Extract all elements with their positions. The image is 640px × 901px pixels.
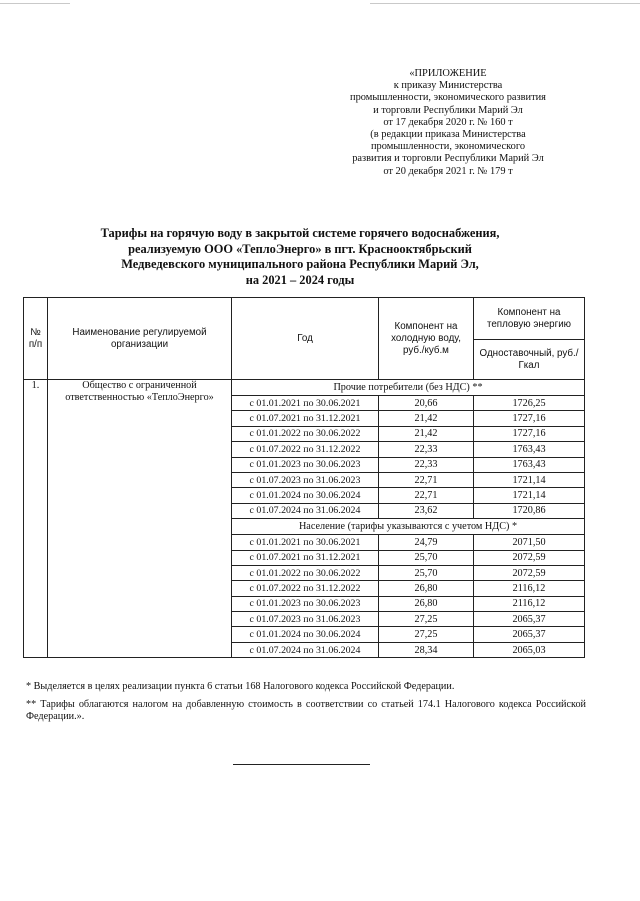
heat-value-cell: 1721,14 (474, 472, 585, 487)
title-line: на 2021 – 2024 годы (245, 272, 355, 287)
header-organization: Наименование регулируемой организации (48, 298, 232, 380)
cold-value-cell: 26,80 (379, 596, 474, 611)
period-cell: с 01.01.2024 по 30.06.2024 (232, 627, 379, 642)
footnote-vat-population: * Выделяется в целях реализации пункта 6 статьи 168 Налогового кодекса Российской Федерации. (26, 681, 455, 692)
period-cell: с 01.07.2024 по 31.06.2024 (232, 503, 379, 518)
organization-name: Общество с ограниченной ответственностью «ТеплоЭнерго» (48, 380, 232, 658)
cold-value-cell: 20,66 (379, 396, 474, 411)
scan-edge-mark-left (0, 3, 70, 4)
cold-value-cell: 21,42 (379, 411, 474, 426)
cold-value-cell: 27,25 (379, 627, 474, 642)
heat-value-cell: 1763,43 (474, 442, 585, 457)
appendix-line: (в редакции приказа Министерства (370, 129, 526, 141)
heat-value-cell: 2065,37 (474, 612, 585, 627)
period-cell: с 01.07.2021 по 31.12.2021 (232, 411, 379, 426)
cold-value-cell: 26,80 (379, 581, 474, 596)
cold-value-cell: 28,34 (379, 642, 474, 657)
appendix-line: от 17 декабря 2020 г. № 160 т (383, 116, 513, 128)
scan-edge-mark-right (370, 3, 640, 4)
title-line: реализуемую ООО «ТеплоЭнерго» в пгт. Краснооктябрьский (128, 241, 472, 256)
header-single-rate: Одноставочный, руб./Гкал (474, 340, 585, 380)
cold-value-cell: 21,42 (379, 426, 474, 441)
heat-value-cell: 1727,16 (474, 426, 585, 441)
cold-value-cell: 25,70 (379, 550, 474, 565)
period-cell: с 01.01.2021 по 30.06.2021 (232, 396, 379, 411)
period-cell: с 01.01.2022 по 30.06.2022 (232, 426, 379, 441)
title-line: Тарифы на горячую воду в закрытой системе горячего водоснабжения, (100, 226, 500, 240)
period-cell: с 01.07.2022 по 31.12.2022 (232, 581, 379, 596)
group-header-population: Население (тарифы указываются с учетом НДС) * (232, 519, 585, 535)
period-cell: с 01.07.2021 по 31.12.2021 (232, 550, 379, 565)
cold-value-cell: 22,33 (379, 457, 474, 472)
heat-value-cell: 2065,03 (474, 642, 585, 657)
period-cell: с 01.07.2024 по 31.06.2024 (232, 642, 379, 657)
appendix-line: «ПРИЛОЖЕНИЕ (409, 68, 487, 79)
heat-value-cell: 2071,50 (474, 535, 585, 550)
closing-divider (233, 764, 370, 765)
period-cell: с 01.07.2023 по 31.06.2023 (232, 612, 379, 627)
heat-value-cell: 1727,16 (474, 411, 585, 426)
cold-value-cell: 25,70 (379, 565, 474, 580)
appendix-line: от 20 декабря 2021 г. № 179 т (383, 165, 513, 177)
heat-value-cell: 2072,59 (474, 550, 585, 565)
tariffs-table (23, 297, 585, 658)
header-cold-water: Компонент на холодную воду, руб./куб.м (379, 298, 474, 380)
heat-value-cell: 2116,12 (474, 596, 585, 611)
appendix-line: к приказу Министерства (393, 80, 503, 92)
header-number: № п/п (24, 298, 48, 380)
period-cell: с 01.01.2023 по 30.06.2023 (232, 596, 379, 611)
heat-value-cell: 1720,86 (474, 503, 585, 518)
appendix-line: и торговли Республики Марий Эл (373, 104, 523, 116)
cold-value-cell: 22,71 (379, 472, 474, 487)
period-cell: с 01.01.2021 по 30.06.2021 (232, 535, 379, 550)
heat-value-cell: 1763,43 (474, 457, 585, 472)
cold-value-cell: 24,79 (379, 535, 474, 550)
footnote-vat-other: ** Тарифы облагаются налогом на добавленную стоимость в соответствии со статьей 174.1 Налогового кодекса Российской Федерации.». (26, 699, 586, 723)
heat-value-cell: 1726,25 (474, 396, 585, 411)
period-cell: с 01.07.2022 по 31.12.2022 (232, 442, 379, 457)
heat-value-cell: 2116,12 (474, 581, 585, 596)
cold-value-cell: 22,71 (379, 488, 474, 503)
appendix-line: развития и торговли Республики Марий Эл (352, 153, 544, 165)
appendix-line: промышленности, экономического развития (350, 92, 546, 104)
appendix-line: промышленности, экономического (370, 141, 526, 153)
cold-value-cell: 22,33 (379, 442, 474, 457)
cold-value-cell: 27,25 (379, 612, 474, 627)
period-cell: с 01.07.2023 по 31.06.2023 (232, 472, 379, 487)
row-number: 1. (24, 380, 48, 658)
heat-value-cell: 2065,37 (474, 627, 585, 642)
document-title (60, 226, 540, 288)
cold-value-cell: 23,62 (379, 503, 474, 518)
title-line: Медведевского муниципального района Республики Марий Эл, (121, 257, 479, 271)
period-cell: с 01.01.2024 по 30.06.2024 (232, 488, 379, 503)
heat-value-cell: 1721,14 (474, 488, 585, 503)
heat-value-cell: 2072,59 (474, 565, 585, 580)
header-year: Год (232, 298, 379, 380)
appendix-block (328, 68, 568, 178)
group-header-other-consumers: Прочие потребители (без НДС) ** (232, 380, 585, 396)
period-cell: с 01.01.2023 по 30.06.2023 (232, 457, 379, 472)
header-heat-energy: Компонент на тепловую энергию (474, 298, 585, 340)
period-cell: с 01.01.2022 по 30.06.2022 (232, 565, 379, 580)
